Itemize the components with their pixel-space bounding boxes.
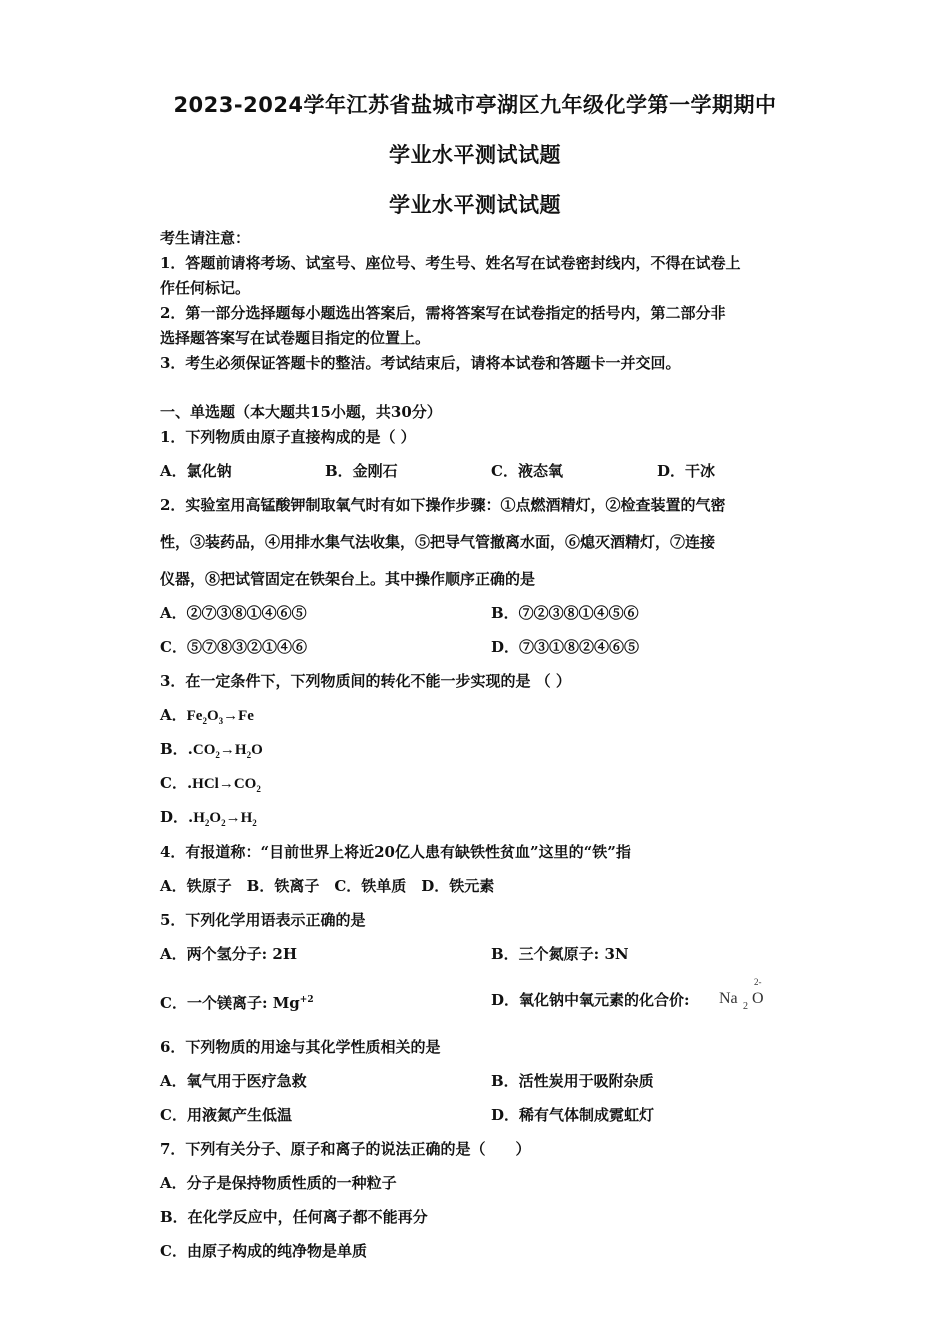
question-2-stem-line1: 2．实验室用高锰酸钾制取氧气时有如下操作步骤：①点燃酒精灯，②检查装置的气密 [160, 496, 726, 514]
question-3-option-c: C．$.HCl\to CO_2$ [160, 774, 261, 794]
question-3-option-d: D．$.H_2O_2\to H_2$ [160, 808, 257, 828]
section-heading: 一、单选题（本大题共15小题，共30分） [160, 403, 442, 421]
question-4-stem: 4．有报道称：“目前世界上将近20亿人患有缺铁性贫血”这里的“铁”指 [160, 843, 631, 861]
question-2-option-d: D．⑦③①⑧②④⑥⑤ [491, 638, 640, 656]
question-3-option-a: A．$Fe_2O_3\to Fe$ [160, 706, 254, 726]
question-6-option-d: D．稀有气体制成霓虹灯 [491, 1106, 655, 1124]
question-5-stem: 5．下列化学用语表示正确的是 [160, 911, 366, 929]
notice-item-2-cont: 选择题答案写在试卷题目指定的位置上。 [160, 329, 431, 347]
question-3-stem: 3．在一定条件下，下列物质间的转化不能一步实现的是 （ ） [160, 672, 571, 690]
exam-title-line2: 学业水平测试试题 [389, 143, 561, 167]
question-6-option-a: A．氧气用于医疗急救 [160, 1072, 307, 1090]
question-4-options: A．铁原子 B．铁离子 C．铁单质 D．铁元素 [160, 877, 495, 895]
question-1-option-b: B．金刚石 [325, 462, 398, 480]
exam-page: 2023-2024学年江苏省盐城市亭湖区九年级化学第一学期期中 学业水平测试试题 学业水平测试试题 考生请注意： 1．答题前请将考场、试室号、座位号、考生号、姓名写在试卷密封线内，不得在试卷上 作任何标记。 2．第一部分选择题每小题选出答案后，需将答案写在试卷指定的括号内，第二部分非 选择题答案写在试卷题目指定的位置上。 3．考生必须保证答题卡的整洁。考试结束后，请将本试卷和答题卡一并交回。 一、单选题（本大题共15小题，共30分） 1．下列物质由原子直接构成的是（ ） A．氯化钠 B．金刚石 C．液态氧 D．干冰 2．实验室用高锰酸钾制取氧气时有如下操作步骤：①点燃酒精灯，②检查装置的气密 性，③装药品，④用排水集气法收集，⑤把导气管撤离水面，⑥熄灭酒精灯，⑦连接 仪器，⑧把试管固定在铁架台上。其中操作顺序正确的是 A．②⑦③⑧①④⑥⑤ B．⑦②③⑧①④⑤⑥ C．⑤⑦⑧③②①④⑥ D．⑦③①⑧②④⑥⑤ 3．在一定条件下，下列物质间的转化不能一步实现的是 （ ） A．$Fe_2O_3\to Fe$ B．$.CO_2\to H_2O$ C．$.HCl\to CO_2$ D．$.H_2O_2\to H_2$ 4．有报道称：“目前世界上将近20亿人患有缺铁性贫血”这里的“铁”指 A．铁原子 B．铁离子 C．铁单质 D．铁元素 5．下列化学用语表示正确的是 A．两个氢分子: 2H B．三个氮原子: 3N C．一个镁离子: $Mg^{+2}$ D．氧化钠中氧元素的化合价: Na 2 O 2- 6．下列物质的用途与其化学性质相关的是 A．氧气用于医疗急救 B．活性炭用于吸附杂质 C．用液氮产生低温 D．稀有气体制成霓虹灯 7．下列有关分子、原子和离子的说法正确的是（ ） A．分子是保持物质性质的一种粒子 B．在化学反应中，任何离子都不能再分 C．由原子构成的纯净物是单质 [0, 0, 950, 1344]
question-5-option-c: C．一个镁离子: $Mg^{+2}$ [160, 994, 314, 1012]
question-7-option-a: A．分子是保持物质性质的一种粒子 [160, 1174, 397, 1192]
question-2-stem-line2: 性，③装药品，④用排水集气法收集，⑤把导气管撤离水面，⑥熄灭酒精灯，⑦连接 [160, 533, 716, 551]
question-5-option-b: B．三个氮原子: 3N [491, 945, 629, 963]
notice-item-2: 2．第一部分选择题每小题选出答案后，需将答案写在试卷指定的括号内，第二部分非 [160, 304, 726, 322]
question-6-stem: 6．下列物质的用途与其化学性质相关的是 [160, 1038, 441, 1056]
question-6-option-b: B．活性炭用于吸附杂质 [491, 1072, 654, 1090]
question-2-option-c: C．⑤⑦⑧③②①④⑥ [160, 638, 307, 656]
exam-title-line1: 2023-2024学年江苏省盐城市亭湖区九年级化学第一学期期中 [173, 93, 777, 117]
question-7-option-c: C．由原子构成的纯净物是单质 [160, 1242, 367, 1260]
question-2-option-b: B．⑦②③⑧①④⑤⑥ [491, 604, 639, 622]
question-1-option-d: D．干冰 [657, 462, 716, 480]
question-7-stem: 7．下列有关分子、原子和离子的说法正确的是（ ） [160, 1140, 531, 1158]
question-3-option-b: B．$.CO_2\to H_2O$ [160, 740, 263, 760]
question-7-option-b: B．在化学反应中，任何离子都不能再分 [160, 1208, 428, 1226]
question-2-stem-line3: 仪器，⑧把试管固定在铁架台上。其中操作顺序正确的是 [160, 570, 536, 588]
question-1-stem: 1．下列物质由原子直接构成的是（ ） [160, 428, 416, 446]
question-1-option-c: C．液态氧 [491, 462, 563, 480]
notice-heading: 考生请注意： [160, 229, 251, 247]
notice-item-3: 3．考生必须保证答题卡的整洁。考试结束后，请将本试卷和答题卡一并交回。 [160, 354, 681, 372]
question-2-option-a: A．②⑦③⑧①④⑥⑤ [160, 604, 307, 622]
question-5-option-a: A．两个氢分子: 2H [160, 945, 298, 963]
notice-item-1: 1．答题前请将考场、试室号、座位号、考生号、姓名写在试卷密封线内，不得在试卷上 [160, 254, 741, 272]
question-6-option-c: C．用液氮产生低温 [160, 1106, 292, 1124]
magnesium-charge: +2 [299, 995, 314, 1005]
question-1-option-a: A．氯化钠 [160, 462, 232, 480]
question-5-option-d: D．氧化钠中氧元素的化合价: [491, 991, 690, 1009]
notice-item-1-cont: 作任何标记。 [160, 279, 251, 297]
exam-title-line3: 学业水平测试试题 [389, 193, 561, 217]
